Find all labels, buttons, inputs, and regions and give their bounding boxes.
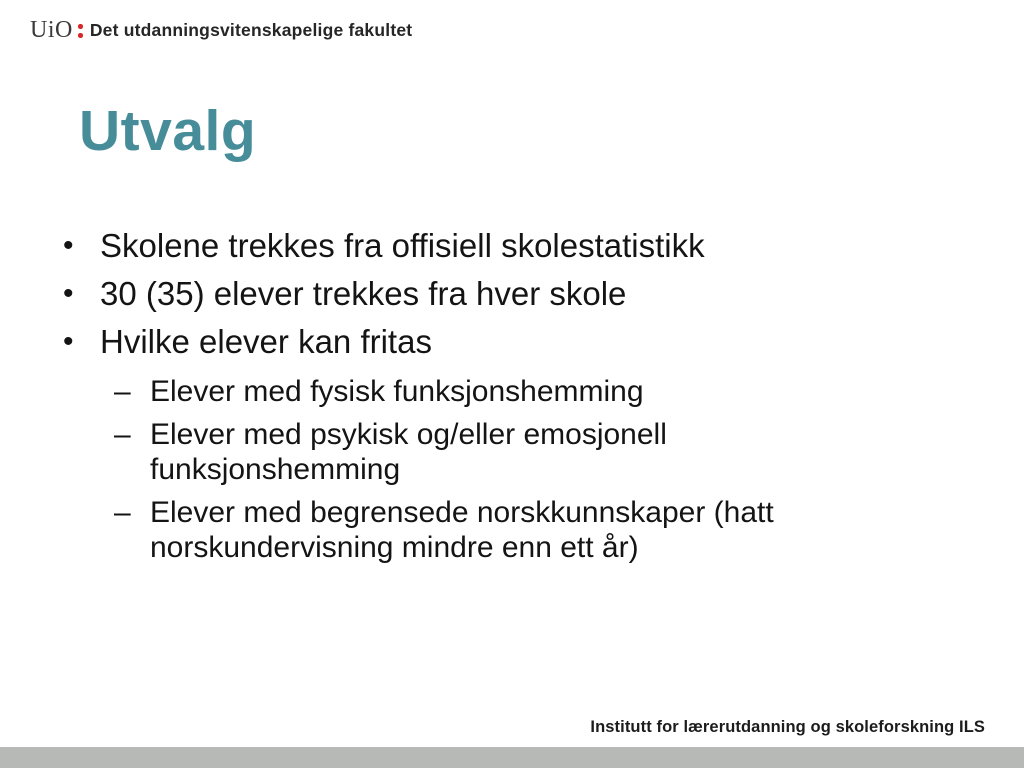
bottom-bar xyxy=(0,747,1024,768)
bullet-item xyxy=(63,270,963,318)
bullet-text: Hvilke elever kan fritas xyxy=(100,323,432,360)
bullet-text: 30 (35) elever trekkes fra hver skole xyxy=(100,275,627,312)
institute-footer: Institutt for lærerutdanning og skoleforskning ILS xyxy=(590,718,985,736)
bullet-marker-icon: • xyxy=(63,277,74,310)
dash-marker-icon: – xyxy=(114,496,131,529)
dash-marker-icon: – xyxy=(114,418,131,451)
sub-bullet-list xyxy=(114,374,963,565)
bullet-item xyxy=(63,318,963,366)
slide-title: Utvalg xyxy=(79,99,257,163)
sub-bullet-text: Elever med psykisk og/eller emosjonell funksjonshemming xyxy=(150,418,667,486)
uio-colon-icon xyxy=(78,24,83,38)
sub-bullet-item xyxy=(114,374,963,409)
sub-bullet-item xyxy=(114,495,963,565)
bullet-marker-icon: • xyxy=(63,229,74,262)
bullet-text: Skolene trekkes fra offisiell skolestatistikk xyxy=(100,227,705,264)
bullet-item xyxy=(63,222,963,270)
faculty-name: Det utdanningsvitenskapelige fakultet xyxy=(89,19,413,40)
uio-wordmark: UiO xyxy=(30,17,73,43)
uio-logo xyxy=(30,18,412,42)
sub-bullet-item xyxy=(114,417,963,487)
dash-marker-icon: – xyxy=(114,375,131,408)
bullet-list xyxy=(63,222,963,565)
sub-bullet-text: Elever med fysisk funksjonshemming xyxy=(150,375,644,408)
bullet-marker-icon: • xyxy=(63,325,74,358)
sub-bullet-text: Elever med begrensede norskkunnskaper (hatt norskundervisning mindre enn ett år) xyxy=(150,496,774,564)
